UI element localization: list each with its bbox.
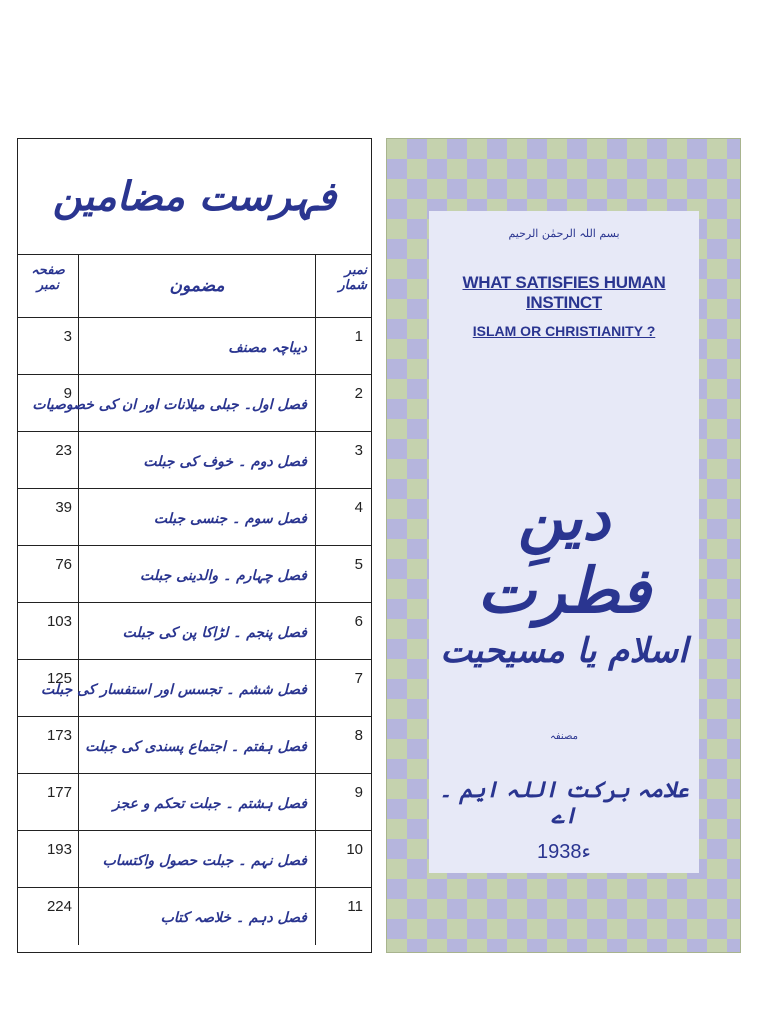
- toc-serial-number: 6: [315, 603, 371, 660]
- toc-serial-number: 8: [315, 717, 371, 774]
- toc-page-number: 125: [18, 660, 79, 717]
- toc-page-number: 177: [18, 774, 79, 831]
- toc-serial-number: 2: [315, 375, 371, 432]
- toc-chapter-title: فصل ہفتم ۔ اجتماع پسندی کی جبلت: [79, 717, 315, 774]
- toc-serial-number: 3: [315, 432, 371, 489]
- toc-page-number: 3: [18, 318, 79, 375]
- toc-header-subject: مضمون: [79, 255, 315, 318]
- toc-page-number: 76: [18, 546, 79, 603]
- toc-header-page-number: صفحہ نمبر: [18, 255, 79, 318]
- toc-serial-number: 9: [315, 774, 371, 831]
- toc-chapter-title: فصل ششم ۔ تجسس اور استفسار کی جبلت: [79, 660, 315, 717]
- cover-title-panel: [429, 211, 699, 873]
- toc-page-number: 224: [18, 888, 79, 945]
- toc-chapter-title: فصل اول۔ جبلی میلانات اور ان کی خصوصیات: [79, 375, 315, 432]
- toc-page-number: 193: [18, 831, 79, 888]
- toc-serial-number: 4: [315, 489, 371, 546]
- toc-chapter-title: فصل چہارم ۔ والدینی جبلت: [79, 546, 315, 603]
- toc-serial-number: 1: [315, 318, 371, 375]
- toc-serial-number: 7: [315, 660, 371, 717]
- toc-title: فہرست مضامین: [18, 139, 371, 255]
- toc-chapter-title: دیباچہ مصنف: [79, 318, 315, 375]
- toc-serial-number: 11: [315, 888, 371, 945]
- toc-chapter-title: فصل سوم ۔ جنسی جبلت: [79, 489, 315, 546]
- toc-chapter-title: فصل نہم ۔ جبلت حصول واکتساب: [79, 831, 315, 888]
- toc-chapter-title: فصل پنجم ۔ لڑاکا پن کی جبلت: [79, 603, 315, 660]
- toc-serial-number: 5: [315, 546, 371, 603]
- author-name: علامہ برکت اللہ ایم ۔اے: [439, 777, 689, 829]
- urdu-title: دینِ فطرت: [477, 481, 651, 627]
- toc-table: [18, 255, 371, 945]
- toc-chapter-title: فصل دوم ۔ خوف کی جبلت: [79, 432, 315, 489]
- author-by-label: مصنفہ: [550, 731, 578, 742]
- english-title: WHAT SATISFIES HUMAN INSTINCT: [462, 273, 666, 312]
- book-cover: [386, 138, 741, 953]
- english-subtitle: ISLAM OR CHRISTIANITY ?: [472, 323, 656, 339]
- publication-year: 1938ء: [537, 841, 591, 863]
- bismillah-text: بسم اللہ الرحمٰن الرحیم: [508, 227, 620, 240]
- urdu-subtitle: اسلام یا مسیحیت: [440, 631, 688, 671]
- table-of-contents-page: [17, 138, 372, 953]
- toc-header-serial-number: نمبر شمار: [315, 255, 371, 318]
- toc-page-number: 23: [18, 432, 79, 489]
- toc-chapter-title: فصل ہشتم ۔ جبلت تحکم و عجز: [79, 774, 315, 831]
- toc-page-number: 39: [18, 489, 79, 546]
- toc-chapter-title: فصل دہم ۔ خلاصہ کتاب: [160, 910, 307, 926]
- toc-page-number: 173: [18, 717, 79, 774]
- toc-page-number: 103: [18, 603, 79, 660]
- toc-page-number: 9: [18, 375, 79, 432]
- toc-serial-number: 10: [315, 831, 371, 888]
